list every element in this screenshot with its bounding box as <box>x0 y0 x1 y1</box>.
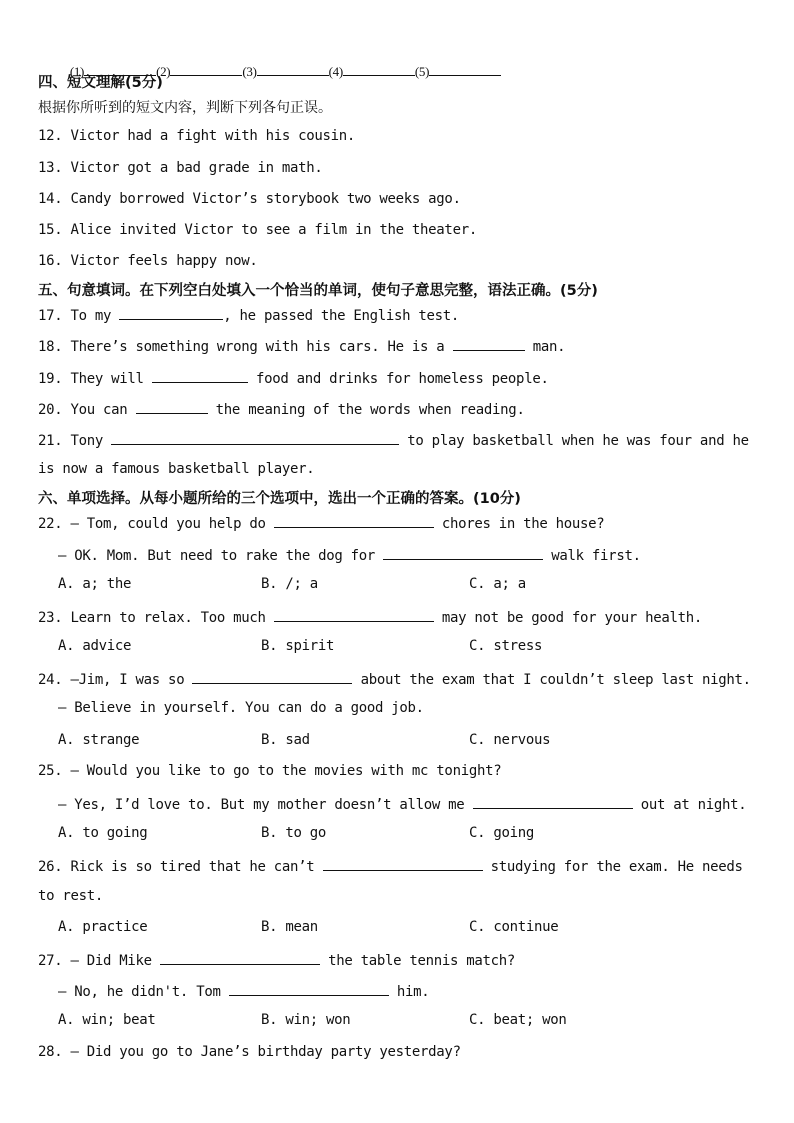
question-13: 13. Victor got a bad grade in math. <box>38 160 323 176</box>
option-b[interactable]: B. /; a <box>261 576 318 592</box>
question-22-reply <box>58 545 641 564</box>
question-18 <box>38 336 565 355</box>
question-22-reply-pre: — OK. Mom. But need to rake the dog for <box>58 548 384 564</box>
question-27-reply-pre: — No, he didn't. Tom <box>58 984 229 1000</box>
answer-blank-27a[interactable] <box>160 950 320 965</box>
question-26-text-pre: 26. Rick is so tired that he can’t <box>38 859 323 875</box>
option-a[interactable]: A. a; the <box>58 576 132 592</box>
question-21-text-pre: 21. Tony <box>38 433 112 449</box>
option-b[interactable]: B. spirit <box>261 638 335 654</box>
question-19-text-post: food and drinks for homeless people. <box>247 371 549 387</box>
question-26-text-post: studying for the exam. He needs <box>482 859 743 875</box>
question-26 <box>38 856 743 875</box>
question-25: 25. — Would you like to go to the movies with mc tonight? <box>38 763 502 779</box>
question-27-reply-post: him. <box>388 984 430 1000</box>
answer-blank-17[interactable] <box>119 305 223 320</box>
answer-blank-2[interactable] <box>170 61 242 76</box>
option-c[interactable]: C. continue <box>469 919 559 935</box>
question-20-text-post: the meaning of the words when reading. <box>207 402 525 418</box>
question-22-text-pre: 22. — Tom, could you help do <box>38 516 274 532</box>
question-19-text-pre: 19. They will <box>38 371 152 387</box>
question-17 <box>38 305 459 324</box>
answer-blank-5[interactable] <box>429 61 501 76</box>
question-23 <box>38 607 702 626</box>
option-a[interactable]: A. to going <box>58 825 148 841</box>
question-21-continuation: is now a famous basketball player. <box>38 461 315 477</box>
blank-label-3: (3) <box>242 64 257 79</box>
blank-label-5: (5) <box>414 64 430 79</box>
answer-blank-18[interactable] <box>453 336 525 351</box>
answer-blank-26[interactable] <box>323 856 483 871</box>
answer-blank-20[interactable] <box>136 399 208 414</box>
question-23-text-pre: 23. Learn to relax. Too much <box>38 610 274 626</box>
question-12: 12. Victor had a fight with his cousin. <box>38 128 356 144</box>
answer-blank-22a[interactable] <box>274 513 434 528</box>
answer-blank-27b[interactable] <box>229 981 389 996</box>
question-15: 15. Alice invited Victor to see a film in the theater. <box>38 222 477 238</box>
section-5-heading: 五、句意填词。在下列空白处填入一个恰当的单词，使句子意思完整，语法正确。(5分) <box>38 283 598 299</box>
option-b[interactable]: B. to go <box>261 825 327 841</box>
question-21 <box>38 430 749 449</box>
option-c[interactable]: C. stress <box>469 638 543 654</box>
question-28: 28. — Did you go to Jane’s birthday party yesterday? <box>38 1044 461 1060</box>
answer-blank-21[interactable] <box>111 430 399 445</box>
question-27-reply <box>58 981 429 1000</box>
question-27-text-pre: 27. — Did Mike <box>38 953 160 969</box>
question-17-text-post: , he passed the English test. <box>223 308 460 324</box>
option-a[interactable]: A. win; beat <box>58 1012 156 1028</box>
option-b[interactable]: B. sad <box>261 732 310 748</box>
question-21-text-post: to play basketball when he was four and he <box>399 433 749 449</box>
section-6-heading: 六、单项选择。从每小题所给的三个选项中，选出一个正确的答案。(10分) <box>38 491 521 507</box>
option-c[interactable]: C. a; a <box>469 576 526 592</box>
option-a[interactable]: A. advice <box>58 638 132 654</box>
answer-blank-22b[interactable] <box>383 545 543 560</box>
question-25-reply-post: out at night. <box>632 797 747 813</box>
answer-blank-19[interactable] <box>152 368 248 383</box>
question-25-reply-pre: — Yes, I’d love to. But my mother doesn’t allow me <box>58 797 473 813</box>
question-17-text-pre: 17. To my <box>38 308 120 324</box>
question-25-reply <box>58 794 746 813</box>
question-24 <box>38 669 751 688</box>
question-24-reply: — Believe in yourself. You can do a good job. <box>58 700 424 716</box>
answer-blank-4[interactable] <box>343 61 415 76</box>
option-c[interactable]: C. going <box>469 825 535 841</box>
question-22-text-post: chores in the house? <box>433 516 605 532</box>
option-a[interactable]: A. practice <box>58 919 148 935</box>
option-a[interactable]: A. strange <box>58 732 140 748</box>
option-b[interactable]: B. win; won <box>261 1012 351 1028</box>
question-27-text-post: the table tennis match? <box>319 953 516 969</box>
blank-label-1: (1) <box>69 64 85 79</box>
question-20 <box>38 399 525 418</box>
question-18-text-pre: 18. There’s something wrong with his cars. He is a <box>38 339 453 355</box>
question-24-text-post: about the exam that I couldn’t sleep last night. <box>352 672 751 688</box>
question-22 <box>38 513 604 532</box>
option-c[interactable]: C. nervous <box>469 732 551 748</box>
section-4-instruction: 根据你所听到的短文内容，判断下列各句正误。 <box>38 100 332 116</box>
answer-blank-25[interactable] <box>473 794 633 809</box>
question-18-text-post: man. <box>524 339 566 355</box>
question-20-text-pre: 20. You can <box>38 402 136 418</box>
question-23-text-post: may not be good for your health. <box>433 610 702 626</box>
question-27 <box>38 950 515 969</box>
option-c[interactable]: C. beat; won <box>469 1012 567 1028</box>
blank-label-4: (4) <box>328 64 343 79</box>
blank-label-2: (2) <box>156 64 171 79</box>
answer-blank-24[interactable] <box>192 669 352 684</box>
question-24-text-pre: 24. —Jim, I was so <box>38 672 193 688</box>
section-4-heading: 四、短文理解(5分) <box>38 75 163 91</box>
answer-blank-3[interactable] <box>257 61 329 76</box>
question-16: 16. Victor feels happy now. <box>38 253 258 269</box>
answer-blank-23[interactable] <box>274 607 434 622</box>
question-26-continuation: to rest. <box>38 888 104 904</box>
option-b[interactable]: B. mean <box>261 919 318 935</box>
question-22-reply-post: walk first. <box>543 548 641 564</box>
question-19 <box>38 368 549 387</box>
question-14: 14. Candy borrowed Victor’s storybook two weeks ago. <box>38 191 461 207</box>
